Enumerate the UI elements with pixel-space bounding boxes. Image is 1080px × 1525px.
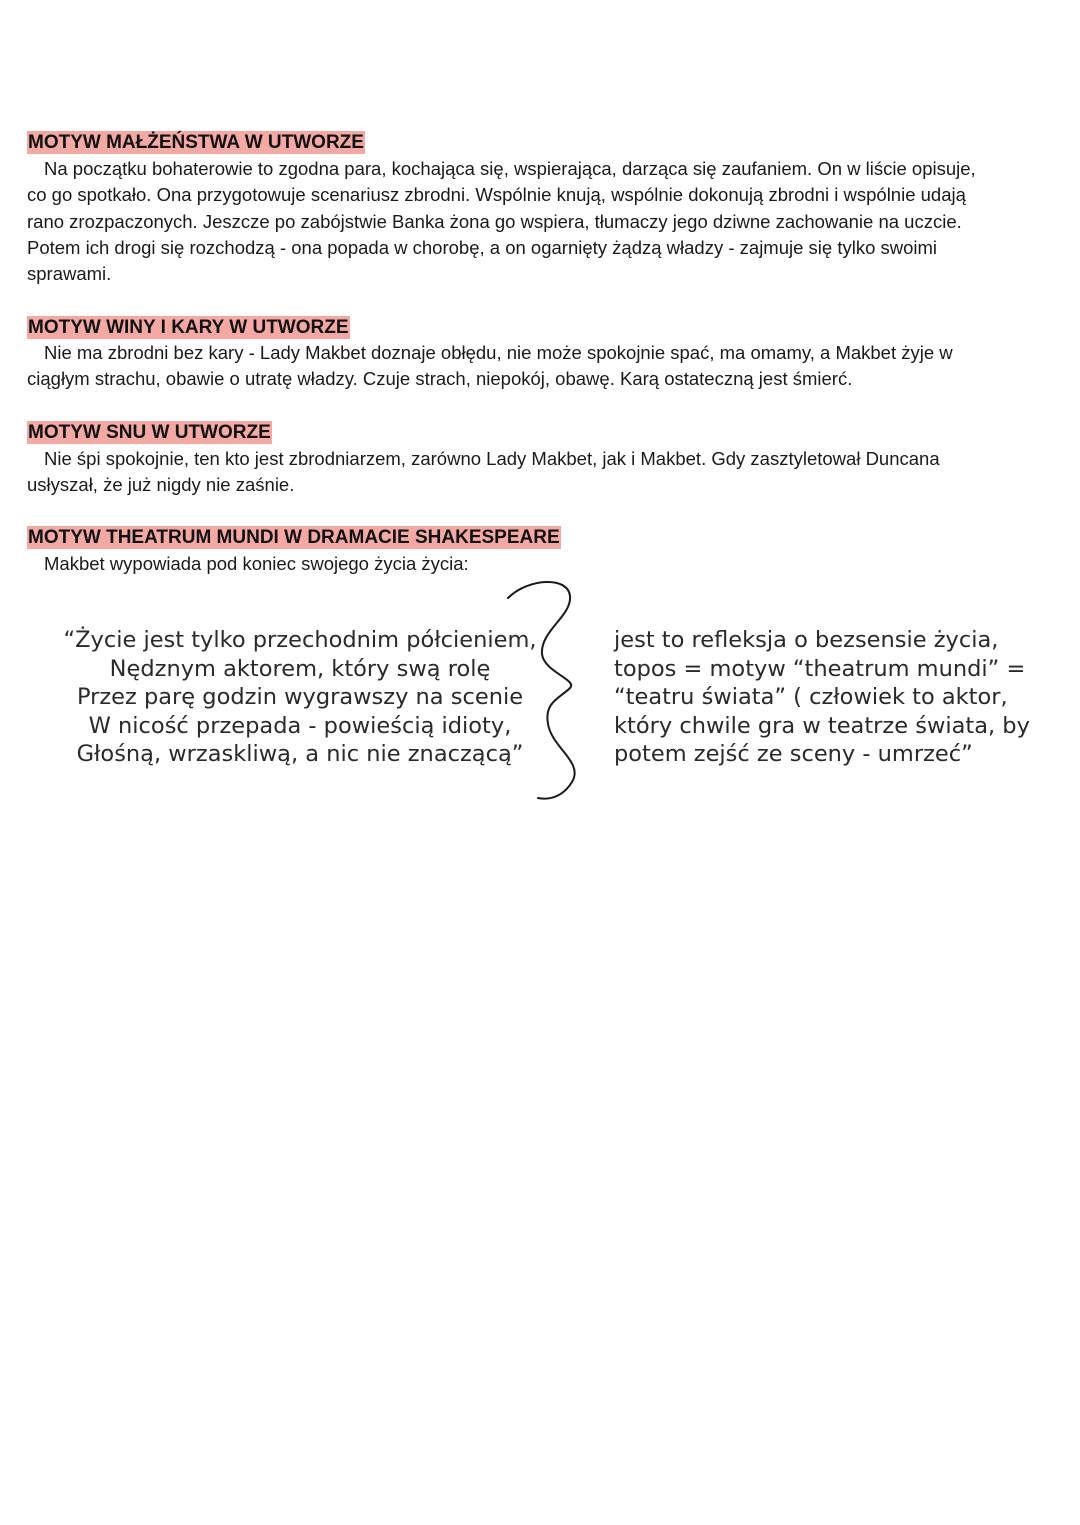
- text-line: Nie śpi spokojnie, ten kto jest zbrodniarzem, zarówno Lady Makbet, jak i Makbet. Gdy zasztyletował Duncana: [44, 448, 940, 469]
- quote-line: Głośną, wrzaskliwą, a nic nie znaczącą”: [76, 741, 524, 768]
- note-line: “teatru świata” ( człowiek to aktor,: [614, 684, 1008, 711]
- section-heading-guilt: MOTYW WINY I KARY W UTWORZE: [28, 317, 349, 338]
- section-body-marriage: [27, 156, 1057, 287]
- curly-brace-drawing: [498, 576, 588, 806]
- section-body-theatrum: [27, 551, 1057, 577]
- note-line: potem zejść ze sceny - umrzeć”: [614, 741, 973, 768]
- note-line: jest to refleksja o bezsensie życia,: [614, 627, 999, 653]
- quote-line: Nędznym aktorem, który swą rolę: [109, 655, 491, 682]
- quote-line: W nicość przepada - powieścią idioty,: [88, 712, 512, 739]
- text-line: usłyszał, że już nigdy nie zaśnie.: [27, 474, 295, 496]
- quote-line: Przez parę godzin wygrawszy na scenie: [76, 684, 524, 711]
- text-line: sprawami.: [27, 263, 112, 285]
- text-line: Makbet wypowiada pod koniec swojego życia życia:: [44, 553, 469, 574]
- section-heading-marriage: MOTYW MAŁŻEŃSTWA W UTWORZE: [28, 132, 364, 153]
- theatrum-note: [614, 626, 1054, 769]
- text-line: co go spotkało. Ona przygotowuje scenariusz zbrodni. Wspólnie knują, wspólnie dokonują zbrodni i wspólnie udają: [27, 184, 966, 206]
- quote-line: “Życie jest tylko przechodnim półcieniem,: [63, 627, 537, 653]
- macbeth-quote: [60, 626, 540, 769]
- text-line: Na początku bohaterowie to zgodna para, kochająca się, wspierająca, darząca się zaufaniem. On w liście opisuje,: [44, 158, 976, 179]
- note-line: topos = motyw “theatrum mundi” =: [614, 655, 1026, 682]
- section-heading-theatrum: MOTYW THEATRUM MUNDI W DRAMACIE SHAKESPEARE: [28, 527, 560, 548]
- text-line: Nie ma zbrodni bez kary - Lady Makbet doznaje obłędu, nie może spokojnie spać, ma omamy, a Makbet żyje w: [44, 342, 953, 363]
- section-body-guilt: [27, 340, 1057, 393]
- text-line: rano zrozpaczonych. Jeszcze po zabójstwie Banka żona go wspiera, tłumaczy jego dziwne zachowanie na uczcie.: [27, 210, 962, 232]
- section-body-sleep: [27, 446, 1057, 499]
- note-line: który chwile gra w teatrze świata, by: [614, 712, 1030, 739]
- text-line: ciągłym strachu, obawie o utratę władzy. Czuje strach, niepokój, obawę. Karą ostateczną jest śmierć.: [27, 368, 853, 390]
- text-line: Potem ich drogi się rozchodzą - ona popada w chorobę, a on ogarnięty żądzą władzy - zajmuje się tylko swoimi: [27, 236, 938, 258]
- section-heading-sleep: MOTYW SNU W UTWORZE: [28, 422, 271, 443]
